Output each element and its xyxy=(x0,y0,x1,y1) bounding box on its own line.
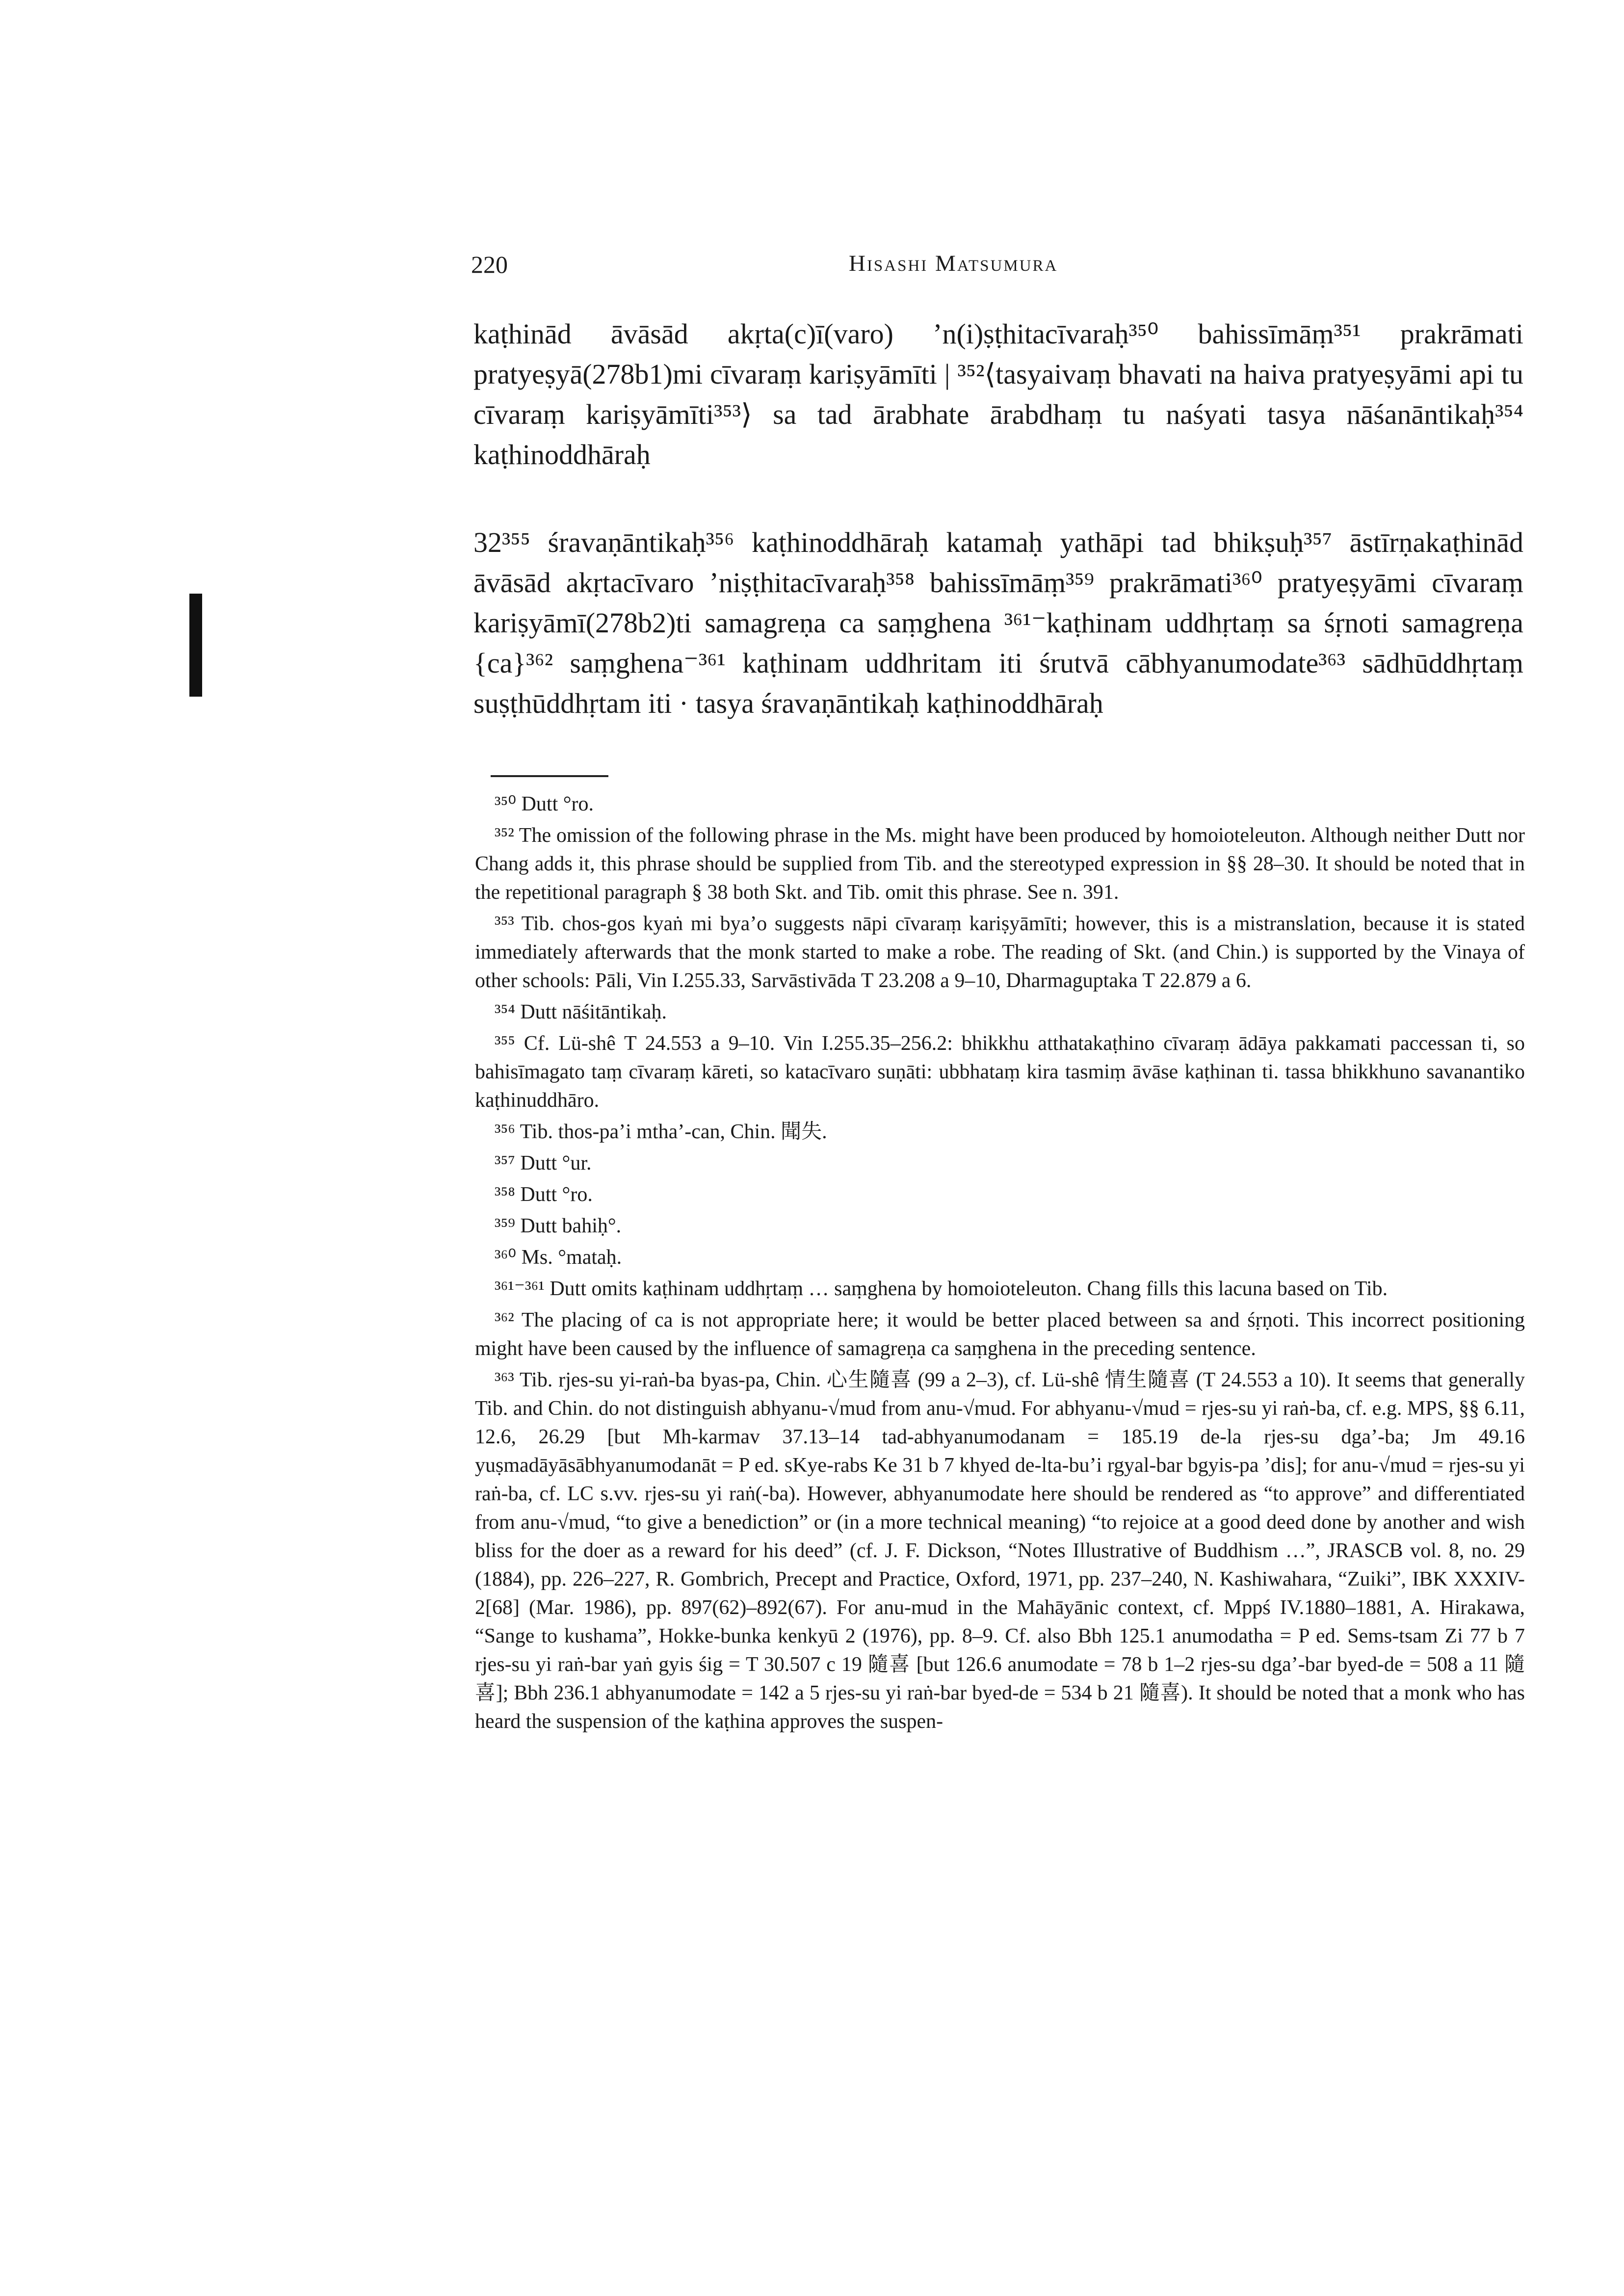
page-header xyxy=(471,250,1526,289)
footnote-354: ³⁵⁴ Dutt nāśitāntikaḥ. xyxy=(495,1001,667,1023)
body-paragraph-1 xyxy=(473,314,1523,475)
footnote-350: ³⁵⁰ Dutt °ro. xyxy=(495,793,594,815)
footnote-352: ³⁵² The omission of the following phrase in the Ms. might have been produced by homoioteleuton. Although neither Dutt nor Chang adds it, this phrase should be supplied from Tib. and the stereotyped expression in §§ 28–30. It should be noted that in the repetitional paragraph § 38 both Skt. and Tib. omit this phrase. See n. 391. xyxy=(475,824,1525,904)
footnote-360: ³⁶⁰ Ms. °mataḥ. xyxy=(495,1246,622,1269)
paragraph-text: kaṭhinād āvāsād akṛta(c)ī(varo) ’n(i)ṣṭhitacīvaraḥ³⁵⁰ bahissīmāṃ³⁵¹ prakrāmati pratyeṣyā(278b1)mi cīvaraṃ kariṣyāmīti | ³⁵²⟨tasyaivaṃ bhavati na haiva pratyeṣyāmi api tu cīvaraṃ kariṣyāmīti³⁵³⟩ sa tad ārabhate ārabdhaṃ tu naśyati tasya nāśanāntikaḥ³⁵⁴ kaṭhinoddhāraḥ xyxy=(473,318,1523,470)
footnote-363: ³⁶³ Tib. rjes-su yi-raṅ-ba byas-pa, Chin. 心生隨喜 (99 a 2–3), cf. Lü-shê 情生隨喜 (T 24.553 a 10). It seems that generally Tib. and Chin. do not distinguish abhyanu-√mud from anu-√mud. For abhyanu-√mud = rjes-su yi raṅ-ba, cf. e.g. MPS, §§ 6.11, 12.6, 26.29 [but Mh-karmav 37.13–14 tad-abhyanumodanam = 185.19 de-la rjes-su dga’-ba; Jm 49.16 yuṣmadāyāsābhyanumodanāt = P ed. sKye-rabs Ke 31 b 7 khyed de-lta-bu’i rgyal-bar bgyis-pa ’dis]; for anu-√mud = rjes-su yi raṅ-ba, cf. LC s.vv. rjes-su yi raṅ(-ba). However, abhyanumodate here should be rendered as “to approve” and differentiated from anu-√mud, “to give a benediction” or (in a more technical meaning) “to rejoice at a good deed done by another and wish bliss for the doer as a reward for his deed” (cf. J. F. Dickson, “Notes Illustrative of Buddhism …”, JRASCB vol. 8, no. 29 (1884), pp. 226–227, R. Gombrich, Precept and Practice, Oxford, 1971, pp. 237–240, N. Kashiwahara, “Zuiki”, IBK XXXIV-2[68] (Mar. 1986), pp. 897(62)–892(67). For anu-mud in the Mahāyānic context, cf. Mppś IV.1880–1881, A. Hirakawa, “Sange to kushama”, Hokke-bunka kenkyū 2 (1976), pp. 8–9. Cf. also Bbh 125.1 anumodatha = P ed. Sems-tsam Zi 77 b 7 rjes-su yi raṅ-bar yaṅ gyis śig = T 30.507 c 19 隨喜 [but 126.6 anumodate = 78 b 1–2 rjes-su dga’-bar byed-de = 508 a 11 隨喜]; Bbh 236.1 abhyanumodate = 142 a 5 rjes-su yi raṅ-bar byed-de = 534 b 21 隨喜). It should be noted that a monk who has heard the suspension of the kaṭhina approves the suspen- xyxy=(475,1369,1525,1733)
footnotes xyxy=(475,790,1525,1739)
paragraph-text: 32³⁵⁵ śravaṇāntikaḥ³⁵⁶ kaṭhinoddhāraḥ katamaḥ yathāpi tad bhikṣuḥ³⁵⁷ āstīrṇakaṭhinād āvāsād akṛtacīvaro ’niṣṭhitacīvaraḥ³⁵⁸ bahissīmāṃ³⁵⁹ prakrāmati³⁶⁰ pratyeṣyāmi cīvaraṃ kariṣyāmī(278b2)ti samagreṇa ca saṃghena ³⁶¹⁻kaṭhinam uddhṛtaṃ sa śṛnoti samagreṇa {ca}³⁶² saṃghena⁻³⁶¹ kaṭhinam uddhritam iti śrutvā cābhyanumodate³⁶³ sādhūddhṛtaṃ suṣṭhūddhṛtam iti · tasya śravaṇāntikaḥ kaṭhinoddhāraḥ xyxy=(473,526,1523,719)
page-number: 220 xyxy=(471,251,508,278)
margin-mark xyxy=(189,594,202,697)
footnote-355: ³⁵⁵ Cf. Lü-shê T 24.553 a 9–10. Vin I.255.35–256.2: bhikkhu atthatakaṭhino cīvaraṃ ādāya pakkamati paccessan ti, so bahisīmagato taṃ cīvaraṃ kāreti, so katacīvaro suṇāti: ubbhataṃ kira tasmiṃ āvāse kaṭhinan ti. tassa bhikkhuno savanantiko kaṭhinuddhāro. xyxy=(475,1032,1525,1112)
footnote-353: ³⁵³ Tib. chos-gos kyaṅ mi bya’o suggests nāpi cīvaraṃ kariṣyāmīti; however, this is a mistranslation, because it is stated immediately afterwards that the monk started to make a robe. The reading of Skt. (and Chin.) is supported by the Vinaya of other schools: Pāli, Vin I.255.33, Sarvāstivāda T 23.208 a 9–10, Dharmaguptaka T 22.879 a 6. xyxy=(475,913,1525,992)
running-head: Hisashi Matsumura xyxy=(849,251,1058,276)
footnote-rule xyxy=(491,775,608,777)
body-paragraph-2 xyxy=(473,522,1523,724)
footnote-357: ³⁵⁷ Dutt °ur. xyxy=(495,1152,592,1174)
footnote-361: ³⁶¹⁻³⁶¹ Dutt omits kaṭhinam uddhṛtaṃ … saṃghena by homoioteleuton. Chang fills this lacuna based on Tib. xyxy=(495,1278,1388,1300)
footnote-359: ³⁵⁹ Dutt bahiḥ°. xyxy=(495,1215,622,1237)
footnote-356: ³⁵⁶ Tib. thos-pa’i mtha’-can, Chin. 聞失. xyxy=(495,1121,827,1143)
footnote-362: ³⁶² The placing of ca is not appropriate here; it would be better placed between sa and śṛṇoti. This incorrect positioning might have been caused by the influence of samagreṇa ca saṃghena in the preceding sentence. xyxy=(475,1309,1525,1360)
footnote-358: ³⁵⁸ Dutt °ro. xyxy=(495,1183,593,1206)
